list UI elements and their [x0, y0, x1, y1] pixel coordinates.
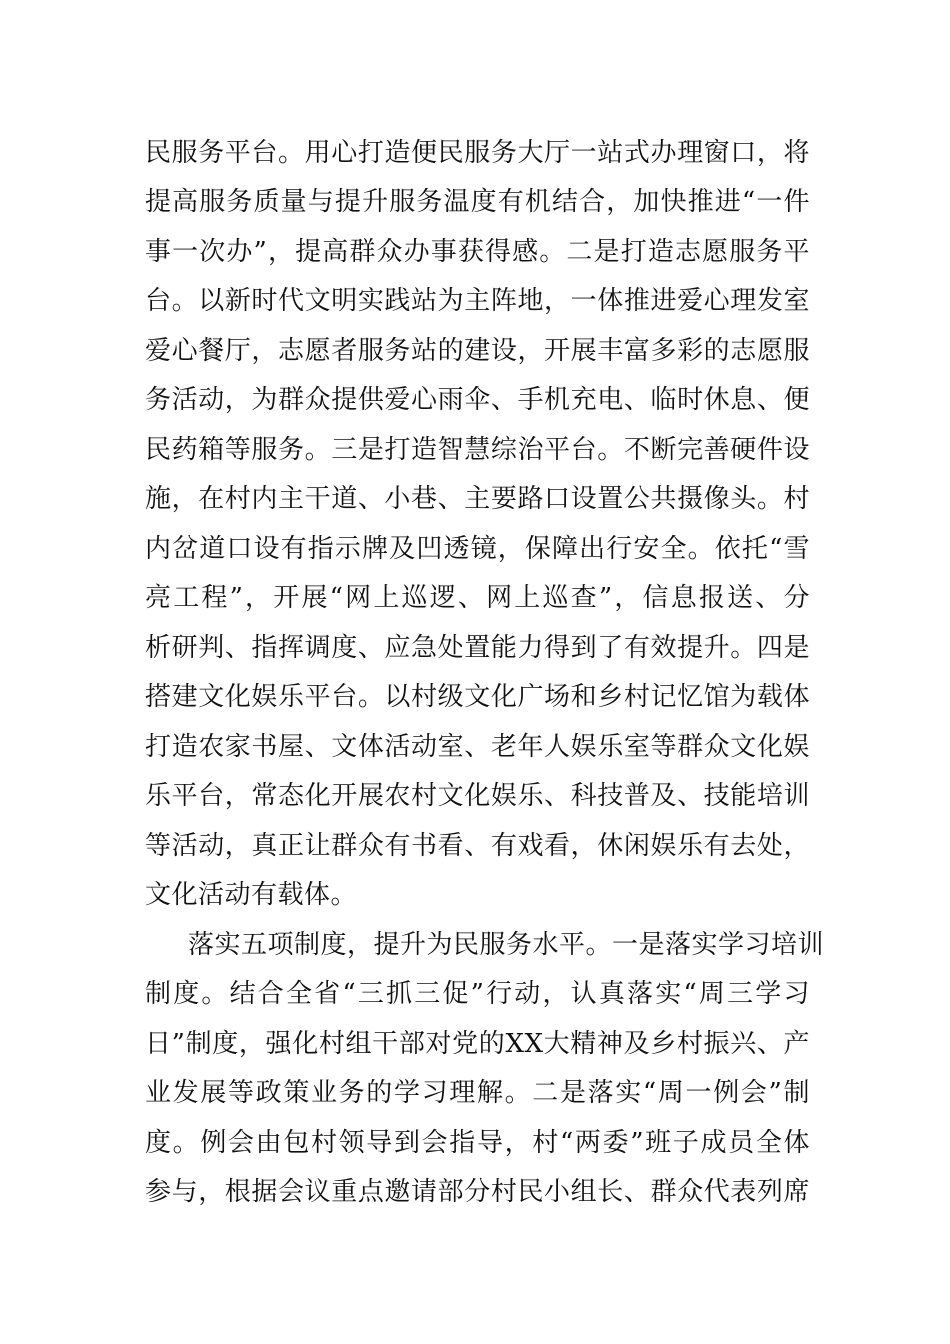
text-line: 度。例会由包村领导到会指导，村“两委”班子成员全体	[145, 1128, 810, 1158]
text-line: 提高服务质量与提升服务温度有机结合，加快推进“一件	[145, 187, 810, 217]
text-line: 民服务平台。用心打造便民服务大厅一站式办理窗口，将	[145, 138, 810, 168]
text-line: 乐平台，常态化开展农村文化娱乐、科技普及、技能培训	[145, 781, 810, 811]
text-line: 施，在村内主干道、小巷、主要路口设置公共摄像头。村	[145, 484, 810, 514]
text-line: 爱心餐厅，志愿者服务站的建设，开展丰富多彩的志愿服	[145, 336, 810, 366]
text-line: 务活动，为群众提供爱心雨伞、手机充电、临时休息、便	[145, 385, 810, 415]
text-line: 内岔道口设有指示牌及凹透镜，保障出行安全。依托“雪	[145, 534, 810, 564]
paragraph-first-line: 落实五项制度，提升为民服务水平。一是落实学习培训	[188, 930, 825, 960]
text-line: 等活动，真正让群众有书看、有戏看，休闲娱乐有去处，	[145, 831, 810, 861]
text-line: 亮工程”，开展“网上巡逻、网上巡查”，信息报送、分	[145, 583, 810, 613]
text-line: 事一次办”，提高群众办事获得感。二是打造志愿服务平	[145, 237, 810, 267]
text-line: 日”制度，强化村组干部对党的XX大精神及乡村振兴、产	[145, 1029, 810, 1059]
text-line: 析研判、指挥调度、应急处置能力得到了有效提升。四是	[145, 633, 810, 663]
text-line: 参与，根据会议重点邀请部分村民小组长、群众代表列席	[145, 1177, 810, 1207]
text-line: 打造农家书屋、文体活动室、老年人娱乐室等群众文化娱	[145, 732, 810, 762]
text-line: 制度。结合全省“三抓三促”行动，认真落实“周三学习	[145, 979, 810, 1009]
text-line: 搭建文化娱乐平台。以村级文化广场和乡村记忆馆为载体	[145, 682, 810, 712]
text-line: 台。以新时代文明实践站为主阵地，一体推进爱心理发室	[145, 286, 810, 316]
text-line: 业发展等政策业务的学习理解。二是落实“周一例会”制	[145, 1078, 810, 1108]
text-line: 民药箱等服务。三是打造智慧综治平台。不断完善硬件设	[145, 435, 810, 465]
text-line: 文化活动有载体。	[145, 880, 358, 910]
